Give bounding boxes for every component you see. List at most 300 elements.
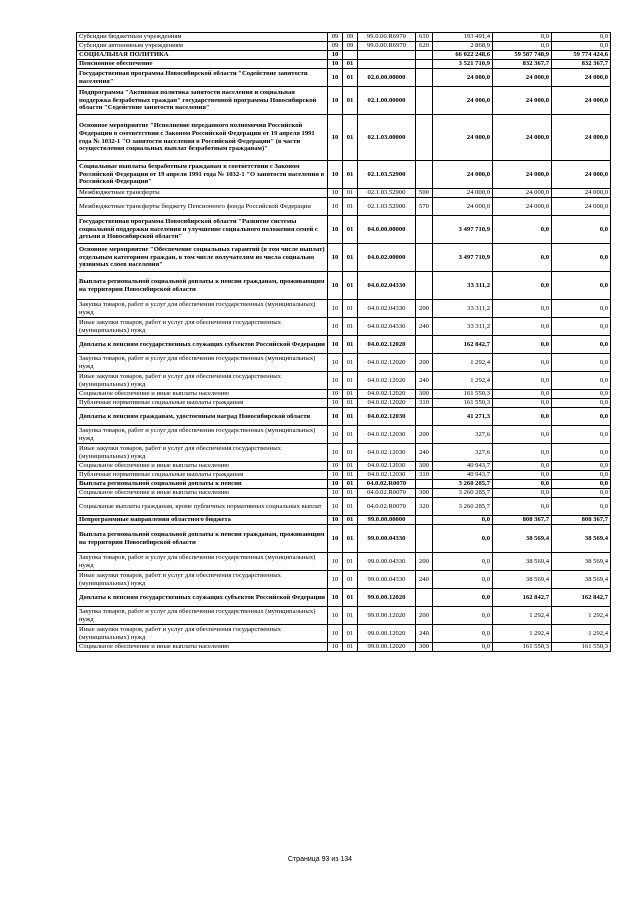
row-amount-year-3: 38 569,4	[552, 571, 611, 589]
row-amount-year-3: 0,0	[552, 216, 611, 244]
row-amount-year-2: 0,0	[493, 390, 552, 399]
row-amount-year-2: 38 569,4	[493, 571, 552, 589]
row-expense-type-code: 200	[416, 354, 433, 372]
row-amount-year-3: 0,0	[552, 480, 611, 489]
row-amount-year-2: 0,0	[493, 216, 552, 244]
row-amount-year-2: 0,0	[493, 354, 552, 372]
row-amount-year-3: 832 367,7	[552, 60, 611, 69]
row-amount-year-3: 0,0	[552, 390, 611, 399]
row-amount-year-1: 24 000,0	[433, 161, 493, 189]
table-row	[77, 244, 611, 272]
row-subsection-code: 01	[343, 354, 358, 372]
row-amount-year-2: 24 000,0	[493, 198, 552, 216]
row-section-code: 10	[328, 625, 343, 643]
row-amount-year-3: 161 550,3	[552, 643, 611, 652]
row-name: Субсидии автономным учреждениям	[77, 42, 328, 51]
row-amount-year-3: 24 000,0	[552, 69, 611, 87]
table-body	[77, 33, 611, 652]
row-target-article-code: 04.0.02.12030	[358, 408, 416, 426]
row-subsection-code: 01	[343, 336, 358, 354]
row-subsection-code: 01	[343, 643, 358, 652]
row-amount-year-1: 40 943,7	[433, 471, 493, 480]
row-target-article-code: 02.1.03.52900	[358, 198, 416, 216]
table-row	[77, 42, 611, 51]
row-amount-year-1: 0,0	[433, 625, 493, 643]
budget-table	[76, 32, 611, 652]
row-amount-year-1: 0,0	[433, 516, 493, 525]
page-number: Страница 93 из 134	[287, 856, 353, 863]
row-amount-year-2: 38 569,4	[493, 553, 552, 571]
row-amount-year-1: 0,0	[433, 643, 493, 652]
row-amount-year-1: 162 842,7	[433, 336, 493, 354]
row-subsection-code: 01	[343, 69, 358, 87]
row-target-article-code: 04.0.02.00000	[358, 244, 416, 272]
table-row	[77, 318, 611, 336]
row-amount-year-1: 3 497 710,9	[433, 244, 493, 272]
row-subsection-code: 01	[343, 444, 358, 462]
row-section-code: 10	[328, 60, 343, 69]
row-subsection-code: 01	[343, 489, 358, 498]
row-section-code: 10	[328, 516, 343, 525]
row-amount-year-1: 3 260 285,7	[433, 489, 493, 498]
row-amount-year-3: 24 000,0	[552, 198, 611, 216]
row-expense-type-code: 300	[416, 489, 433, 498]
row-target-article-code: 04.0.02.12020	[358, 390, 416, 399]
row-subsection-code: 01	[343, 244, 358, 272]
row-expense-type-code: 610	[416, 33, 433, 42]
row-amount-year-1: 327,6	[433, 444, 493, 462]
row-amount-year-3: 24 000,0	[552, 189, 611, 198]
row-amount-year-3: 0,0	[552, 399, 611, 408]
row-amount-year-1: 0,0	[433, 589, 493, 607]
row-subsection-code: 01	[343, 198, 358, 216]
row-name: Межбюджетные трансферты бюджету Пенсионного фонда Российской Федерации	[77, 198, 328, 216]
row-subsection-code: 01	[343, 216, 358, 244]
row-subsection-code: 01	[343, 300, 358, 318]
row-amount-year-3: 24 000,0	[552, 161, 611, 189]
row-amount-year-2: 0,0	[493, 408, 552, 426]
row-amount-year-2: 24 000,0	[493, 189, 552, 198]
table-row	[77, 471, 611, 480]
row-amount-year-1: 0,0	[433, 607, 493, 625]
row-expense-type-code	[416, 87, 433, 115]
row-amount-year-1: 24 000,0	[433, 189, 493, 198]
row-name: Социальное обеспечение и иные выплаты населению	[77, 462, 328, 471]
row-section-code: 10	[328, 216, 343, 244]
row-amount-year-1: 33 311,2	[433, 318, 493, 336]
row-amount-year-3: 59 774 424,6	[552, 51, 611, 60]
row-amount-year-3: 0,0	[552, 471, 611, 480]
row-amount-year-2: 0,0	[493, 244, 552, 272]
row-subsection-code: 01	[343, 571, 358, 589]
row-target-article-code: 99.0.00.12020	[358, 643, 416, 652]
row-amount-year-1: 40 943,7	[433, 462, 493, 471]
row-section-code: 10	[328, 336, 343, 354]
row-expense-type-code	[416, 589, 433, 607]
row-section-code: 10	[328, 525, 343, 553]
row-subsection-code: 01	[343, 399, 358, 408]
row-subsection-code: 01	[343, 161, 358, 189]
row-amount-year-2: 161 550,3	[493, 643, 552, 652]
row-amount-year-3: 0,0	[552, 372, 611, 390]
row-amount-year-2: 0,0	[493, 336, 552, 354]
row-subsection-code: 01	[343, 589, 358, 607]
row-name: Межбюджетные трансферты	[77, 189, 328, 198]
row-section-code: 10	[328, 272, 343, 300]
row-name: Пенсионное обеспечение	[77, 60, 328, 69]
row-expense-type-code: 240	[416, 625, 433, 643]
table-row	[77, 553, 611, 571]
table-row	[77, 216, 611, 244]
row-amount-year-1: 161 550,3	[433, 399, 493, 408]
row-name: Социальные выплаты безработным гражданам в соответствии с Законом Российской Федерации от 19 апреля 1991 года № 1032-1 "О занятости населения в Российской Федерации"	[77, 161, 328, 189]
row-name: Социальные выплаты гражданам, кроме публичных нормативных социальных выплат	[77, 498, 328, 516]
row-expense-type-code	[416, 51, 433, 60]
row-section-code: 10	[328, 51, 343, 60]
row-target-article-code: 99.0.00.04330	[358, 525, 416, 553]
table-row	[77, 408, 611, 426]
row-name: Закупка товаров, работ и услуг для обеспечения государственных (муниципальных) нужд	[77, 300, 328, 318]
row-target-article-code: 99.0.00.04330	[358, 571, 416, 589]
row-target-article-code: 02.1.00.00000	[358, 87, 416, 115]
row-target-article-code: 04.0.02.R0070	[358, 480, 416, 489]
row-amount-year-3: 24 000,0	[552, 115, 611, 161]
row-section-code: 10	[328, 354, 343, 372]
row-amount-year-1: 33 311,2	[433, 272, 493, 300]
row-amount-year-2: 832 367,7	[493, 60, 552, 69]
row-amount-year-1: 24 000,0	[433, 115, 493, 161]
row-amount-year-2: 0,0	[493, 33, 552, 42]
row-name: Доплаты к пенсиям государственных служащих субъектов Российской Федерации	[77, 589, 328, 607]
row-name: Иные закупки товаров, работ и услуг для обеспечения государственных (муниципальных) нужд	[77, 318, 328, 336]
row-subsection-code: 01	[343, 189, 358, 198]
row-section-code: 09	[328, 42, 343, 51]
row-amount-year-1: 24 000,0	[433, 87, 493, 115]
row-target-article-code	[358, 60, 416, 69]
row-target-article-code: 04.0.02.12020	[358, 372, 416, 390]
row-amount-year-1: 0,0	[433, 571, 493, 589]
row-target-article-code: 04.0.02.12020	[358, 399, 416, 408]
row-subsection-code: 01	[343, 426, 358, 444]
row-amount-year-1: 3 497 710,9	[433, 216, 493, 244]
row-amount-year-2: 0,0	[493, 498, 552, 516]
table-row	[77, 516, 611, 525]
row-section-code: 09	[328, 33, 343, 42]
row-target-article-code: 04.0.02.12020	[358, 336, 416, 354]
row-amount-year-2: 0,0	[493, 300, 552, 318]
row-target-article-code: 04.0.02.12030	[358, 471, 416, 480]
row-amount-year-1: 1 292,4	[433, 372, 493, 390]
row-amount-year-1: 41 271,3	[433, 408, 493, 426]
row-name: Публичные нормативные социальные выплаты гражданам	[77, 471, 328, 480]
table-row	[77, 607, 611, 625]
table-row	[77, 33, 611, 42]
row-amount-year-2: 59 587 748,9	[493, 51, 552, 60]
table-row	[77, 589, 611, 607]
row-target-article-code: 04.0.02.04330	[358, 272, 416, 300]
row-expense-type-code: 300	[416, 390, 433, 399]
row-amount-year-2: 0,0	[493, 372, 552, 390]
row-section-code: 10	[328, 571, 343, 589]
row-section-code: 10	[328, 318, 343, 336]
row-section-code: 10	[328, 426, 343, 444]
row-expense-type-code: 620	[416, 42, 433, 51]
row-amount-year-2: 0,0	[493, 480, 552, 489]
row-amount-year-2: 38 569,4	[493, 525, 552, 553]
row-amount-year-1: 0,0	[433, 553, 493, 571]
row-amount-year-3: 0,0	[552, 354, 611, 372]
row-expense-type-code	[416, 115, 433, 161]
row-amount-year-2: 0,0	[493, 444, 552, 462]
row-name: Иные закупки товаров, работ и услуг для обеспечения государственных (муниципальных) нужд	[77, 625, 328, 643]
row-section-code: 10	[328, 589, 343, 607]
row-amount-year-1: 0,0	[433, 525, 493, 553]
budget-table-container	[76, 32, 610, 652]
row-section-code: 10	[328, 189, 343, 198]
row-amount-year-3: 0,0	[552, 444, 611, 462]
row-expense-type-code	[416, 161, 433, 189]
table-row	[77, 480, 611, 489]
row-amount-year-2: 0,0	[493, 426, 552, 444]
row-amount-year-3: 0,0	[552, 336, 611, 354]
row-section-code: 10	[328, 198, 343, 216]
row-section-code: 10	[328, 489, 343, 498]
row-name: Выплата региональной социальной доплаты к пенсии	[77, 480, 328, 489]
row-target-article-code: 04.0.02.04330	[358, 300, 416, 318]
row-name: Основное мероприятие "Исполнение переданного полномочия Российской Федерации в соответствии с Законом Российской Федерации от 19 апреля 1991 года № 1032-1 "О занятости населения в Российской Федерации" (в части осуществления социальных выплат безработным гражданам)"	[77, 115, 328, 161]
row-amount-year-3: 1 292,4	[552, 607, 611, 625]
row-amount-year-3: 38 569,4	[552, 553, 611, 571]
row-target-article-code: 04.0.02.12020	[358, 354, 416, 372]
row-subsection-code: 01	[343, 372, 358, 390]
row-amount-year-3: 162 842,7	[552, 589, 611, 607]
row-amount-year-3: 0,0	[552, 42, 611, 51]
row-amount-year-2: 24 000,0	[493, 87, 552, 115]
row-expense-type-code	[416, 408, 433, 426]
row-amount-year-3: 808 367,7	[552, 516, 611, 525]
row-section-code: 10	[328, 115, 343, 161]
row-amount-year-3: 0,0	[552, 426, 611, 444]
row-amount-year-1: 161 550,3	[433, 390, 493, 399]
row-name: Иные закупки товаров, работ и услуг для обеспечения государственных (муниципальных) нужд	[77, 444, 328, 462]
table-row	[77, 300, 611, 318]
row-name: Доплаты к пенсиям государственных служащих субъектов Российской Федерации	[77, 336, 328, 354]
row-amount-year-3: 0,0	[552, 244, 611, 272]
row-subsection-code: 01	[343, 87, 358, 115]
row-target-article-code: 99.0.00.04330	[358, 553, 416, 571]
row-expense-type-code: 240	[416, 444, 433, 462]
row-section-code: 10	[328, 498, 343, 516]
row-section-code: 10	[328, 462, 343, 471]
table-row	[77, 571, 611, 589]
row-expense-type-code: 240	[416, 571, 433, 589]
row-expense-type-code: 200	[416, 426, 433, 444]
row-amount-year-2: 0,0	[493, 462, 552, 471]
row-subsection-code: 01	[343, 625, 358, 643]
row-amount-year-2: 24 000,0	[493, 69, 552, 87]
row-amount-year-1: 3 260 285,7	[433, 498, 493, 516]
row-target-article-code: 04.0.02.12030	[358, 444, 416, 462]
table-row	[77, 444, 611, 462]
row-name: Государственная программа Новосибирской области "Развитие системы социальной поддержки населения и улучшение социального положения семей с детьми в Новосибирской области"	[77, 216, 328, 244]
row-amount-year-2: 0,0	[493, 318, 552, 336]
row-name: Доплаты к пенсиям гражданам, удостоенным наград Новосибирской области	[77, 408, 328, 426]
row-section-code: 10	[328, 244, 343, 272]
row-target-article-code: 02.1.03.52900	[358, 189, 416, 198]
row-name: Выплата региональной социальной доплаты к пенсии гражданам, проживающим на территории Новосибирской области	[77, 525, 328, 553]
row-name: Подпрограмма "Активная политика занятости населения и социальная поддержка безработных граждан" государственной программы Новосибирской области "Содействие занятости населения"	[77, 87, 328, 115]
row-name: Иные закупки товаров, работ и услуг для обеспечения государственных (муниципальных) нужд	[77, 372, 328, 390]
row-target-article-code: 99.0.00.00000	[358, 516, 416, 525]
row-amount-year-2: 0,0	[493, 489, 552, 498]
row-subsection-code: 01	[343, 516, 358, 525]
row-amount-year-1: 3 260 285,7	[433, 480, 493, 489]
row-expense-type-code	[416, 480, 433, 489]
row-expense-type-code: 200	[416, 553, 433, 571]
row-section-code: 10	[328, 161, 343, 189]
table-row	[77, 426, 611, 444]
row-subsection-code: 01	[343, 607, 358, 625]
row-amount-year-1: 33 311,2	[433, 300, 493, 318]
row-expense-type-code: 300	[416, 643, 433, 652]
table-row	[77, 198, 611, 216]
table-row	[77, 189, 611, 198]
row-amount-year-2: 0,0	[493, 471, 552, 480]
row-subsection-code: 01	[343, 471, 358, 480]
row-subsection-code: 01	[343, 462, 358, 471]
row-expense-type-code: 300	[416, 462, 433, 471]
row-section-code: 10	[328, 300, 343, 318]
row-expense-type-code	[416, 525, 433, 553]
table-row	[77, 51, 611, 60]
row-amount-year-1: 193 491,4	[433, 33, 493, 42]
row-expense-type-code: 310	[416, 399, 433, 408]
row-amount-year-2: 1 292,4	[493, 607, 552, 625]
table-row	[77, 525, 611, 553]
row-name: Публичные нормативные социальные выплаты гражданам	[77, 399, 328, 408]
row-target-article-code	[358, 51, 416, 60]
row-name: Социальное обеспечение и иные выплаты населению	[77, 643, 328, 652]
row-subsection-code: 01	[343, 525, 358, 553]
row-subsection-code: 09	[343, 33, 358, 42]
row-section-code: 10	[328, 553, 343, 571]
row-amount-year-1: 66 022 248,6	[433, 51, 493, 60]
row-name: Иные закупки товаров, работ и услуг для обеспечения государственных (муниципальных) нужд	[77, 571, 328, 589]
row-target-article-code: 99.0.00.R6970	[358, 42, 416, 51]
row-section-code: 10	[328, 607, 343, 625]
row-target-article-code: 04.0.00.00000	[358, 216, 416, 244]
row-subsection-code: 09	[343, 42, 358, 51]
row-expense-type-code	[416, 69, 433, 87]
row-expense-type-code	[416, 60, 433, 69]
row-section-code: 10	[328, 390, 343, 399]
row-name: Закупка товаров, работ и услуг для обеспечения государственных (муниципальных) нужд	[77, 426, 328, 444]
table-row	[77, 336, 611, 354]
row-expense-type-code	[416, 336, 433, 354]
row-section-code: 10	[328, 471, 343, 480]
row-name: Государственная программа Новосибирской области "Содействие занятости населения"	[77, 69, 328, 87]
row-target-article-code: 04.0.02.04330	[358, 318, 416, 336]
row-amount-year-1: 3 521 710,9	[433, 60, 493, 69]
table-row	[77, 399, 611, 408]
row-section-code: 10	[328, 643, 343, 652]
row-amount-year-3: 0,0	[552, 408, 611, 426]
row-subsection-code: 01	[343, 318, 358, 336]
table-row	[77, 354, 611, 372]
row-amount-year-2: 0,0	[493, 399, 552, 408]
row-name: Непрограммные направления областного бюджета	[77, 516, 328, 525]
row-amount-year-1: 2 868,9	[433, 42, 493, 51]
row-subsection-code: 01	[343, 272, 358, 300]
table-row	[77, 498, 611, 516]
row-expense-type-code: 200	[416, 300, 433, 318]
table-row	[77, 272, 611, 300]
row-section-code: 10	[328, 444, 343, 462]
row-target-article-code: 99.0.00.12020	[358, 625, 416, 643]
row-target-article-code: 04.0.02.12030	[358, 426, 416, 444]
row-name: Закупка товаров, работ и услуг для обеспечения государственных (муниципальных) нужд	[77, 354, 328, 372]
row-expense-type-code	[416, 216, 433, 244]
row-target-article-code: 99.0.00.12020	[358, 589, 416, 607]
row-amount-year-2: 808 367,7	[493, 516, 552, 525]
row-expense-type-code: 240	[416, 318, 433, 336]
row-amount-year-3: 24 000,0	[552, 87, 611, 115]
row-expense-type-code: 320	[416, 498, 433, 516]
row-subsection-code: 01	[343, 390, 358, 399]
row-amount-year-3: 0,0	[552, 318, 611, 336]
row-amount-year-2: 0,0	[493, 42, 552, 51]
row-subsection-code: 01	[343, 60, 358, 69]
row-expense-type-code: 310	[416, 471, 433, 480]
row-expense-type-code: 500	[416, 189, 433, 198]
row-amount-year-3: 0,0	[552, 300, 611, 318]
row-amount-year-1: 1 292,4	[433, 354, 493, 372]
row-section-code: 10	[328, 69, 343, 87]
row-name: Основное мероприятие "Обеспечение социальных гарантий (в том числе выплат) отдельным категориям граждан, в том числе получателям из числа социально уязвимых слоев населения"	[77, 244, 328, 272]
row-amount-year-1: 24 000,0	[433, 69, 493, 87]
row-amount-year-3: 0,0	[552, 33, 611, 42]
row-amount-year-2: 0,0	[493, 272, 552, 300]
row-target-article-code: 02.1.03.00000	[358, 115, 416, 161]
table-row	[77, 489, 611, 498]
row-amount-year-2: 162 842,7	[493, 589, 552, 607]
row-section-code: 10	[328, 399, 343, 408]
row-expense-type-code: 570	[416, 198, 433, 216]
row-amount-year-2: 24 000,0	[493, 161, 552, 189]
row-target-article-code: 99.0.00.R6970	[358, 33, 416, 42]
row-amount-year-3: 1 292,4	[552, 625, 611, 643]
row-amount-year-2: 1 292,4	[493, 625, 552, 643]
row-amount-year-3: 0,0	[552, 498, 611, 516]
row-name: Выплата региональной социальной доплаты к пенсии гражданам, проживающим на территории Новосибирской области	[77, 272, 328, 300]
row-name: Социальное обеспечение и иные выплаты населению	[77, 390, 328, 399]
row-section-code: 10	[328, 372, 343, 390]
row-amount-year-3: 0,0	[552, 462, 611, 471]
row-subsection-code: 01	[343, 480, 358, 489]
row-name: Социальное обеспечение и иные выплаты населению	[77, 489, 328, 498]
row-target-article-code: 04.0.02.R0070	[358, 498, 416, 516]
row-name: Закупка товаров, работ и услуг для обеспечения государственных (муниципальных) нужд	[77, 553, 328, 571]
row-section-code: 10	[328, 87, 343, 115]
table-row	[77, 115, 611, 161]
row-section-code: 10	[328, 480, 343, 489]
row-subsection-code: 01	[343, 498, 358, 516]
row-target-article-code: 02.0.00.00000	[358, 69, 416, 87]
row-target-article-code: 02.1.03.52900	[358, 161, 416, 189]
row-amount-year-3: 0,0	[552, 489, 611, 498]
row-amount-year-3: 0,0	[552, 272, 611, 300]
row-subsection-code: 01	[343, 553, 358, 571]
